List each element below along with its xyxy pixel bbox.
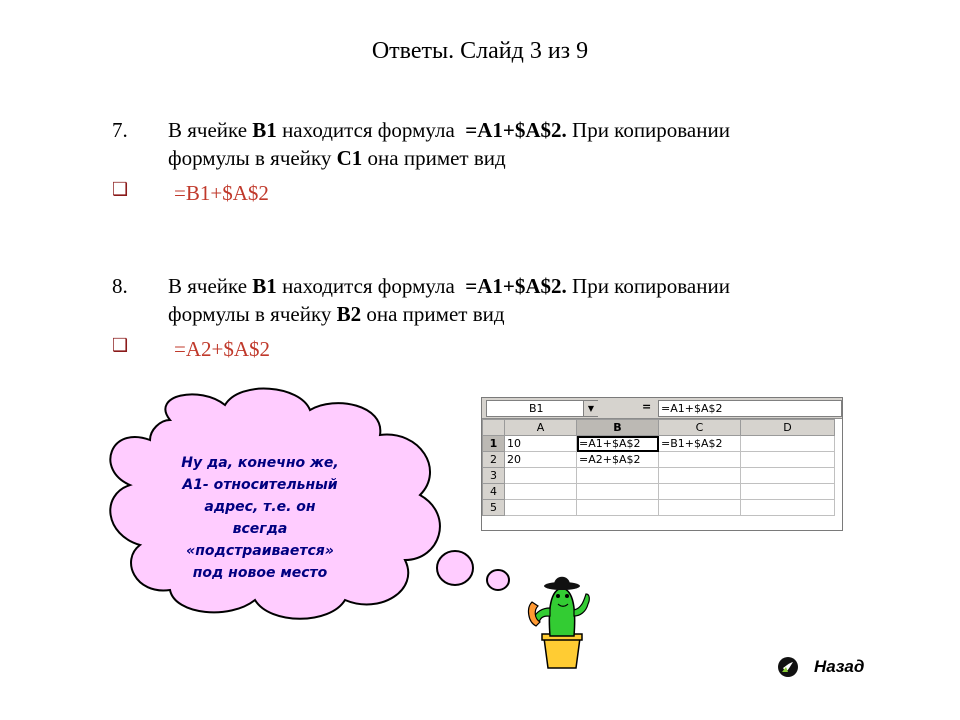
- answer-value: =B1+$A$2: [174, 181, 269, 205]
- cloud-text: [140, 452, 380, 584]
- text-part: она примет вид: [361, 302, 505, 326]
- text-part: При копировании: [566, 118, 730, 142]
- cactus-character-icon: [520, 560, 600, 672]
- row-header[interactable]: 5: [483, 500, 505, 516]
- equals-sign: =: [642, 400, 652, 413]
- column-header-d[interactable]: D: [741, 420, 835, 436]
- back-label: Назад: [814, 657, 865, 676]
- name-box-value: B1: [529, 402, 544, 415]
- cell-b1[interactable]: =A1+$A$2: [577, 436, 659, 452]
- thought-bubble-large: [437, 551, 473, 585]
- checkbox-bullet-icon: ❑: [112, 179, 129, 200]
- cloud-line: всегда: [232, 521, 288, 537]
- cell-a2[interactable]: 20: [505, 452, 577, 468]
- row-header[interactable]: 4: [483, 484, 505, 500]
- cell-ref: C1: [336, 146, 363, 170]
- row-header[interactable]: 2: [483, 452, 505, 468]
- answer-value: =A2+$A$2: [174, 337, 271, 361]
- cell-a1[interactable]: 10: [505, 436, 577, 452]
- column-header-a[interactable]: A: [505, 420, 577, 436]
- back-arrow-icon: [776, 655, 802, 679]
- dropdown-arrow-icon[interactable]: ▼: [583, 401, 598, 416]
- row-header[interactable]: 1: [483, 436, 505, 452]
- formula: =A1+$A$2.: [465, 274, 567, 298]
- text-part: формулы в ячейку: [168, 302, 337, 326]
- formula-value: =A1+$A$2: [661, 402, 723, 415]
- column-header-b[interactable]: B: [577, 420, 659, 436]
- formula: =A1+$A$2.: [465, 118, 567, 142]
- cell-ref: B2: [336, 302, 362, 326]
- cell-ref: B1: [252, 118, 277, 142]
- cloud-line: А1- относительный: [182, 477, 338, 493]
- text-part: В ячейке: [168, 274, 253, 298]
- text-part: находится формула: [276, 118, 466, 142]
- row-header[interactable]: 3: [483, 468, 505, 484]
- cell-ref: B1: [252, 274, 277, 298]
- text-part: она примет вид: [362, 146, 506, 170]
- column-header-c[interactable]: C: [659, 420, 741, 436]
- slide-title: Ответы. Слайд 3 из 9: [371, 38, 589, 64]
- text-part: формулы в ячейку: [168, 146, 337, 170]
- text-part: находится формула: [276, 274, 466, 298]
- checkbox-bullet-icon: ❑: [112, 335, 129, 356]
- text-part: В ячейке: [168, 118, 253, 142]
- cell-c1[interactable]: =B1+$A$2: [659, 436, 741, 452]
- cell-b2[interactable]: =A2+$A$2: [577, 452, 659, 468]
- cloud-line: адрес, т.е. он: [204, 499, 316, 515]
- question-number: 8.: [112, 274, 128, 298]
- cloud-line: Ну да, конечно же,: [181, 455, 339, 471]
- cloud-line: «подстраивается»: [186, 543, 334, 559]
- thought-bubble-small: [487, 570, 509, 590]
- cloud-line: под новое место: [192, 565, 328, 581]
- question-number: 7.: [112, 118, 128, 142]
- text-part: При копировании: [566, 274, 730, 298]
